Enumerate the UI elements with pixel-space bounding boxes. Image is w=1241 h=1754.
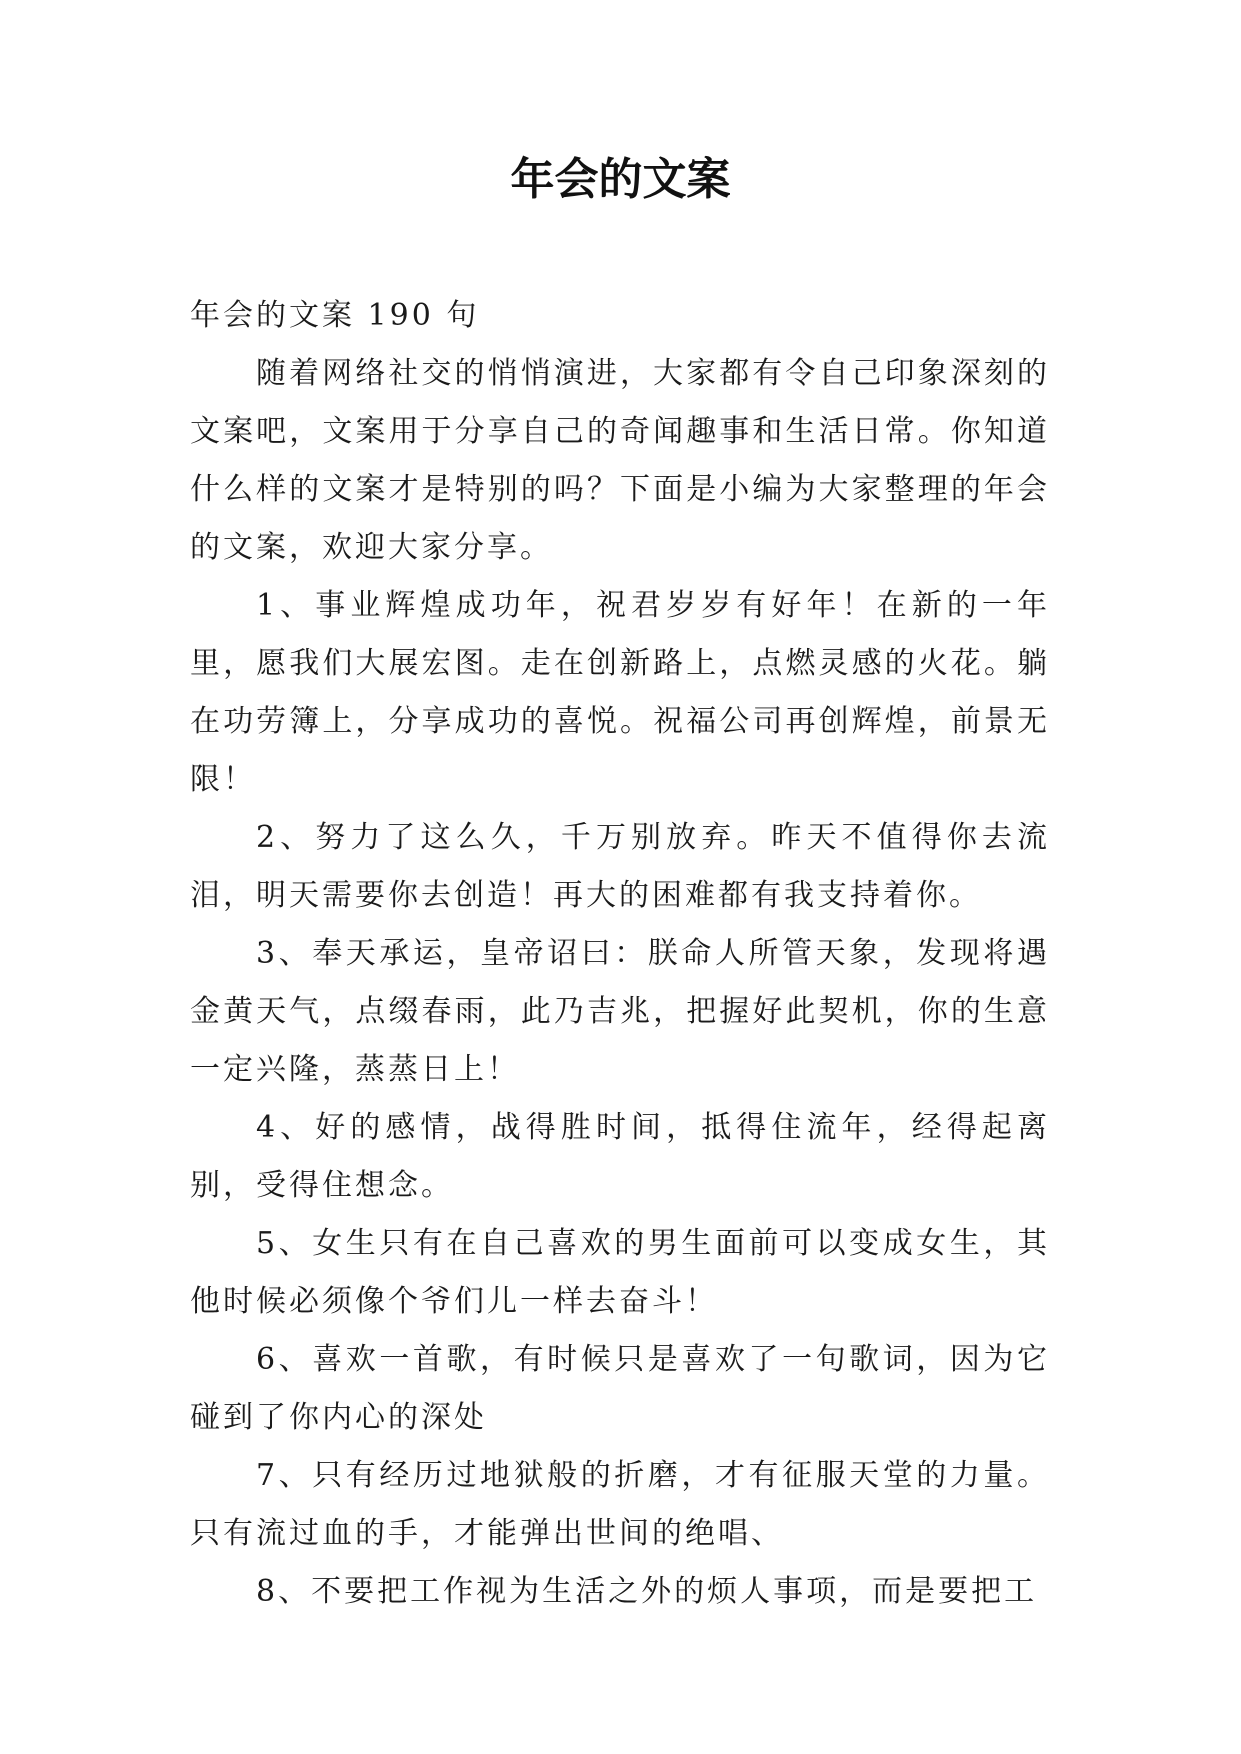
- intro-paragraph: 随着网络社交的悄悄演进，大家都有令自己印象深刻的文案吧，文案用于分享自己的奇闻趣事和生活日常。你知道什么样的文案才是特别的吗？下面是小编为大家整理的年会的文案，欢迎大家分享。: [190, 356, 1050, 565]
- document-body: [190, 287, 1050, 1621]
- document-title: 年会的文案: [510, 154, 731, 205]
- list-item: 3、奉天承运，皇帝诏曰：朕命人所管天象，发现将遇金黄天气，点缀春雨，此乃吉兆，把握好此契机，你的生意一定兴隆，蒸蒸日上！: [190, 936, 1050, 1087]
- list-item: 2、努力了这么久，千万别放弃。昨天不值得你去流泪，明天需要你去创造！再大的困难都有我支持着你。: [190, 820, 1050, 913]
- list-item: 6、喜欢一首歌，有时候只是喜欢了一句歌词，因为它碰到了你内心的深处: [190, 1342, 1050, 1435]
- list-item: 7、只有经历过地狱般的折磨，才有征服天堂的力量。只有流过血的手，才能弹出世间的绝唱、: [190, 1458, 1050, 1551]
- list-item: 1、事业辉煌成功年，祝君岁岁有好年！在新的一年里，愿我们大展宏图。走在创新路上，点燃灵感的火花。躺在功劳簿上，分享成功的喜悦。祝福公司再创辉煌，前景无限！: [190, 588, 1050, 797]
- list-item: 5、女生只有在自己喜欢的男生面前可以变成女生，其他时候必须像个爷们儿一样去奋斗！: [190, 1226, 1050, 1319]
- list-item: 8、不要把工作视为生活之外的烦人事项，而是要把工: [256, 1574, 1038, 1609]
- document-subtitle: 年会的文案 190 句: [190, 298, 480, 333]
- list-item: 4、好的感情，战得胜时间，抵得住流年，经得起离别，受得住想念。: [190, 1110, 1050, 1203]
